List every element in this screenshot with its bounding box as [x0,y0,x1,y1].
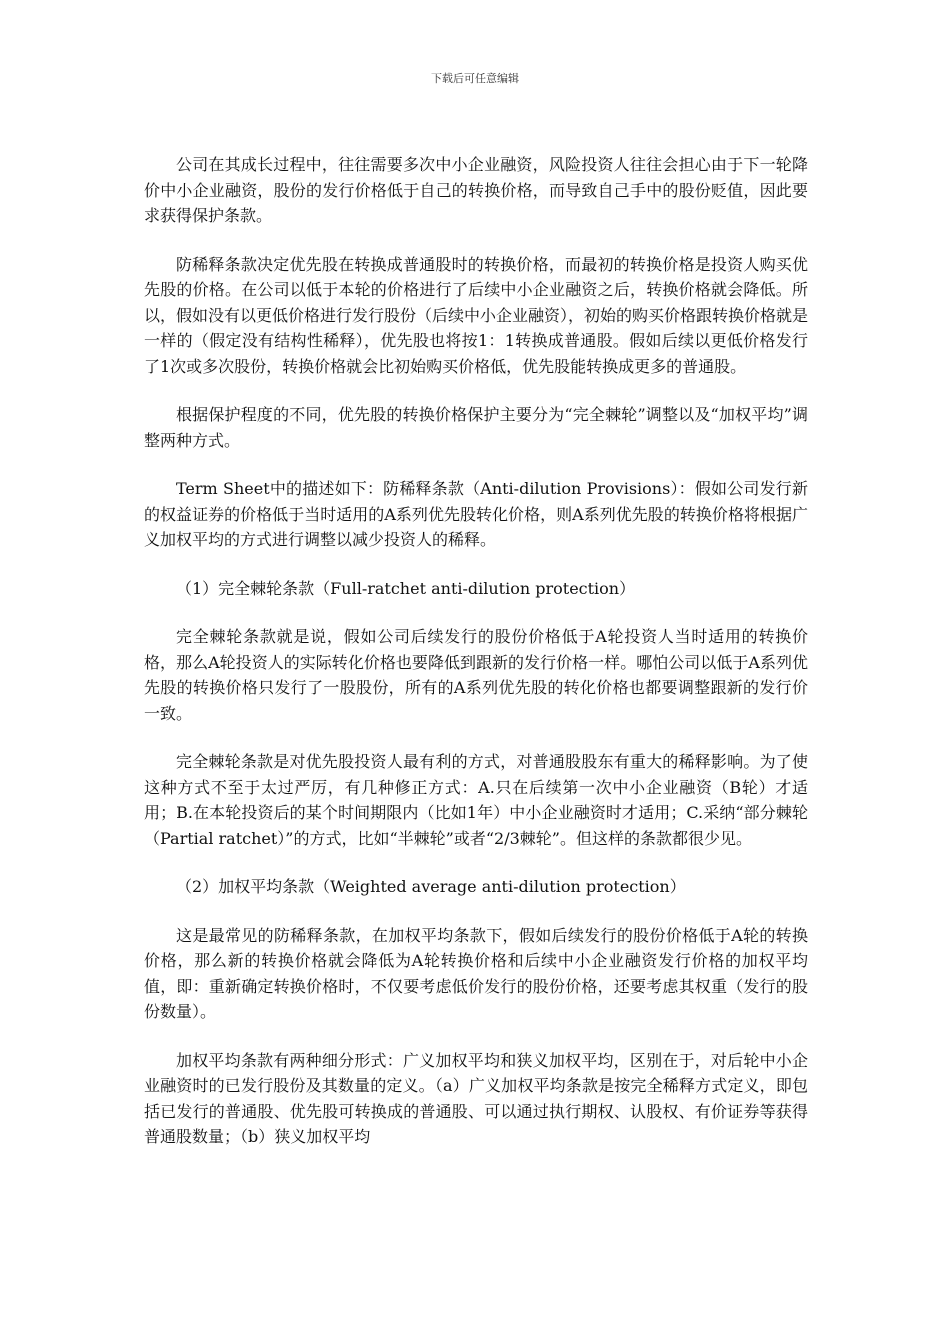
paragraph-anti-dilution: 防稀释条款决定优先股在转换成普通股时的转换价格，而最初的转换价格是投资人购买优先股的价格。在公司以低于本轮的价格进行了后续中小企业融资之后，转换价格就会降低。所以，假如没有以更低价格进行发行股份（后续中小企业融资），初始的购买价格跟转换价格就是一样的（假定没有结构性稀释），优先股也将按1：1转换成普通股。假如后续以更低价格发行了1次或多次股份，转换价格就会比初始购买价格低，优先股能转换成更多的普通股。 [144,254,809,376]
page-header: 下载后可任意编辑 [431,72,519,85]
paragraph-full-ratchet: 完全棘轮条款就是说，假如公司后续发行的股份价格低于A轮投资人当时适用的转换价格，那么A轮投资人的实际转化价格也要降低到跟新的发行价格一样。哪怕公司以低于A系列优先股的转换价格只发行了一股股份，所有的A系列优先股的转化价格也都要调整跟新的发行价一致。 [144,627,808,723]
paragraph-full-ratchet-modifications: 完全棘轮条款是对优先股投资人最有利的方式，对普通股股东有重大的稀释影响。为了使这种方式不至于太过严厉，有几种修正方式：A.只在后续第一次中小企业融资（B轮）才适用；B.在本轮投资后的某个时间期限内（比如1年）中小企业融资时才适用；C.采纳“部分棘轮（Partial ratchet）”的方式，比如“半棘轮”或者“2/3棘轮”。但这样的条款都很少见。 [144,752,808,848]
paragraph-term-sheet: Term Sheet中的描述如下：防稀释条款（Anti-dilution Provisions）：假如公司发行新的权益证券的价格低于当时适用的A系列优先股转化价格，则A系列优先股的转换价格将根据广义加权平均的方式进行调整以减少投资人的稀释。 [144,479,808,549]
paragraph-weighted-average-types: 加权平均条款有两种细分形式：广义加权平均和狭义加权平均，区别在于，对后轮中小企业融资时的已发行股份及其数量的定义。（a）广义加权平均条款是按完全稀释方式定义，即包括已发行的普通股、优先股可转换成的普通股、可以通过执行期权、认股权、有价证券等获得普通股数量；（b）狭义加权平均 [144,1050,808,1146]
paragraph-protection-types: 根据保护程度的不同，优先股的转换价格保护主要分为“完全棘轮”调整以及“加权平均”调整两种方式。 [144,405,808,450]
paragraph-weighted-average: 这是最常见的防稀释条款，在加权平均条款下，假如后续发行的股份价格低于A轮的转换价格，那么新的转换价格就会降低为A轮转换价格和后续中小企业融资发行价格的加权平均值，即：重新确定转换价格时，不仅要考虑低价发行的股份价格，还要考虑其权重（发行的股份数量）。 [144,925,808,1021]
section-heading-weighted-average: （2）加权平均条款（Weighted average anti-dilution protection） [176,877,686,896]
document-body [144,152,808,1173]
section-heading-full-ratchet: （1）完全棘轮条款（Full-ratchet anti-dilution protection） [176,578,636,598]
paragraph-intro: 公司在其成长过程中，往往需要多次中小企业融资，风险投资人往往会担心由于下一轮降价中小企业融资，股份的发行价格低于自己的转换价格，而导致自己手中的股份贬值，因此要求获得保护条款。 [144,155,808,225]
